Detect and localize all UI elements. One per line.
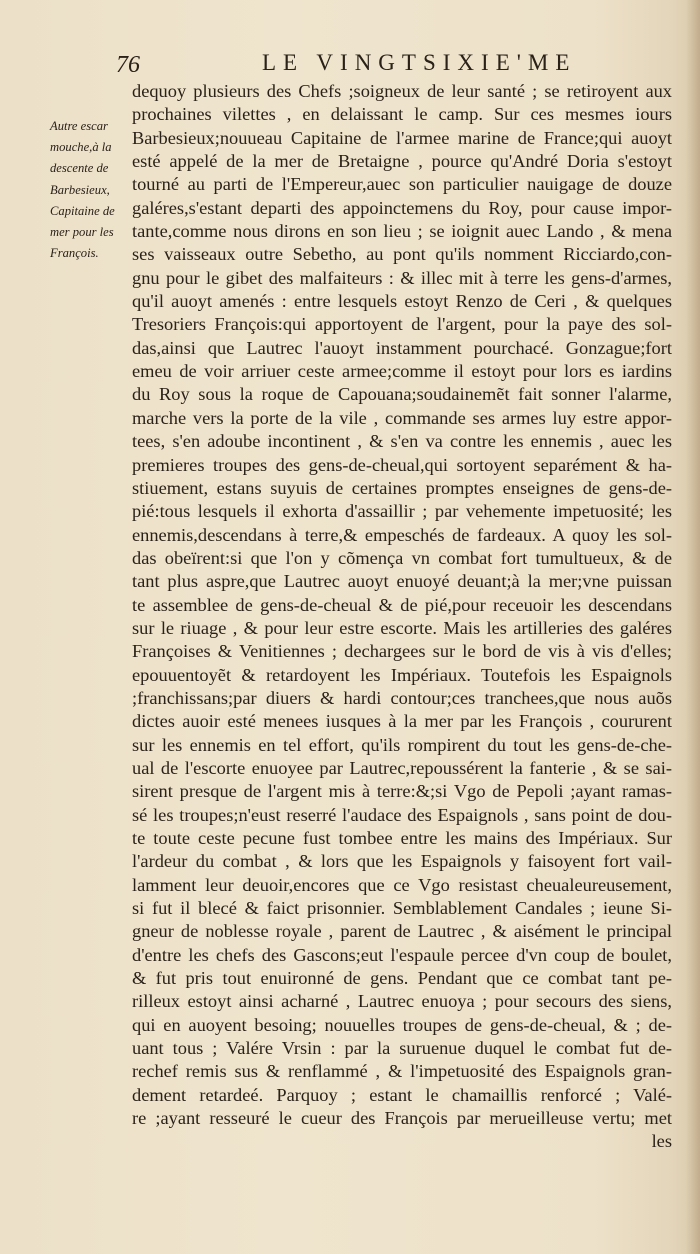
text-line: d'entre les chefs des Gascons;eut l'espaule percee d'vn coup de boulet,	[132, 944, 672, 965]
text-line: rilleux estoyt ainsi acharné , Lautrec enuoya ; pour secours des siens,	[132, 991, 672, 1012]
text-line: stiuement, estans suyuis de certaines promptes enseignes de gens-de-	[132, 477, 672, 498]
text-line: re ;ayant resseuré le cueur des François par merueilleuse vertu; met	[132, 1108, 672, 1129]
text-line: ;franchissans;par diuers & hardi contour;ces tranchees,que nous auõs	[132, 687, 672, 708]
text-line: lamment leur deuoir,encores que ce Vgo resistast cheualeureusement,	[132, 874, 672, 895]
text-line: esté appelé de la mer de Bretaigne , pource qu'André Doria s'estoyt	[132, 151, 672, 172]
text-line: te toute ceste pecune fust tombee entre les mains des Impériaux. Sur	[132, 828, 672, 848]
marginal-note-line: descente de	[50, 161, 109, 176]
marginal-note-line: mer pour les	[50, 225, 114, 240]
text-line: Françoises & Venitiennes ; dechargees sur le bord de vis à vis d'elles;	[132, 641, 672, 662]
text-line: ennemis,descendans à terre,& empeschés de fardeaux. A quoy les sol-	[132, 524, 672, 545]
text-line: das obeïrent:si que l'on y cõmença vn combat fort tumultueux, & de	[132, 547, 672, 568]
catchword: les	[651, 1131, 672, 1152]
text-line: galéres,s'estant departi des appoinctemens du Roy, pour cause impor-	[132, 197, 672, 218]
text-line: marche vers la porte de la vile , commande ses armes luy estre appor-	[132, 407, 672, 428]
text-line: dictes auoir esté menees iusques à la mer par les François , coururent	[132, 711, 672, 732]
text-line: du Roy sous la roque de Capouana;soudainemẽt fait sonner l'alarme,	[132, 384, 672, 405]
text-line: sur le riuage , & pour leur estre escorte. Mais les artilleries des galéres	[132, 617, 672, 638]
text-line: & fut pris tout enuironné de gens. Pendant que ce combat tant pe-	[132, 968, 672, 989]
text-line: emeu de voir arriuer ceste armee;comme il estoyt pour lors es iardins	[132, 361, 672, 382]
text-line: sé les troupes;n'eust reserré l'audace des Espaignols , sans point de dou-	[132, 804, 672, 825]
text-line: qu'il auoyt amenés : entre lesquels estoyt Renzo de Ceri , & quelques	[132, 291, 672, 312]
text-line: rechef remis sus & renflammé , & l'impetuosité des Espaignols gran-	[132, 1061, 672, 1082]
text-line: tant plus aspre,que Lautrec auoyt enuoyé deuant;à la mer;vne puissan	[132, 571, 672, 592]
text-line: tourné au parti de l'Empereur,auec son particulier nauigage de douze	[132, 174, 672, 195]
text-line: prochaines vilettes , en delaissant le camp. Sur ces mesmes iours	[132, 104, 672, 125]
text-line: gneur de noblesse royale , parent de Lautrec , & aisément le principal	[132, 921, 672, 942]
text-line: ual de l'escorte enuoyee par Lautrec,repoussérent la fanterie , & se sai-	[132, 757, 672, 778]
text-line: premieres troupes des gens-de-cheual,qui sortoyent separément & ha-	[132, 454, 672, 475]
marginal-note-line: Capitaine de	[50, 203, 115, 218]
text-line: tees, s'en adoube incontinent , & s'en va contre les ennemis , auec les	[132, 431, 672, 452]
text-line: ses vaisseaux outre Sebetho, au pont qu'ils nomment Ricciardo,con-	[132, 244, 672, 265]
text-line: Tresoriers François:qui apportoyent de l'argent, pour la paye des sol-	[132, 314, 672, 335]
body-text	[132, 80, 672, 1154]
text-line: das,ainsi que Lautrec l'auoyt instamment pourchacé. Gonzague;fort	[132, 337, 672, 358]
text-line: tante,comme nous dirons en son lieu ; se ioignit auec Lando , & mena	[132, 221, 672, 242]
text-line: qui en auoyent besoing; nouuelles troupes de gens-de-cheual, & ; de-	[132, 1014, 672, 1035]
text-line: uant tous ; Valére Vrsin : par la suruenue duquel le combat fut de-	[132, 1038, 672, 1059]
text-line: Barbesieux;nouueau Capitaine de l'armee marine de France;qui auoyt	[132, 127, 672, 148]
marginal-note	[50, 116, 128, 264]
running-head: LE VINGTSIXIE'ME	[262, 50, 577, 75]
page-number: 76	[116, 52, 140, 78]
marginal-note-line: mouche,à la	[50, 140, 112, 155]
text-line: dequoy plusieurs des Chefs ;soigneux de leur santé ; se retiroyent aux	[132, 81, 672, 101]
marginal-note-line: Autre escar	[50, 119, 108, 133]
text-line: te assemblee de gens-de-cheual & de pié,pour receuoir les descendans	[132, 594, 672, 615]
text-line: dement retardeé. Parquoy ; estant le chamaillis renforcé ; Valé-	[132, 1084, 672, 1105]
text-line: l'ardeur du combat , & lors que les Espaignols y faisoyent fort vail-	[132, 851, 672, 872]
text-line: pié:tous lesquels il exhorta d'assaillir ; par vehemente impetuosité; les	[132, 501, 672, 522]
text-line: epouuentoyẽt & retardoyent les Impériaux. Toutefois les Espaignols	[132, 664, 672, 685]
page-edge-shadow	[686, 0, 700, 1254]
text-line: sur les ennemis en tel effort, qu'ils rompirent du tout les gens-de-che-	[132, 734, 672, 755]
text-line: si fut il blecé & faict prisonnier. Semblablement Candales ; ieune Si-	[132, 898, 672, 919]
marginal-note-line: Barbesieux,	[50, 182, 110, 197]
text-line: gnu pour le gibet des malfaiteurs : & illec mit à terre les gens-d'armes,	[132, 267, 672, 288]
text-line: sirent presque de l'argent mis à terre:&;si Vgo de Pepoli ;ayant ramas-	[132, 781, 672, 802]
marginal-note-line: François.	[50, 246, 99, 261]
